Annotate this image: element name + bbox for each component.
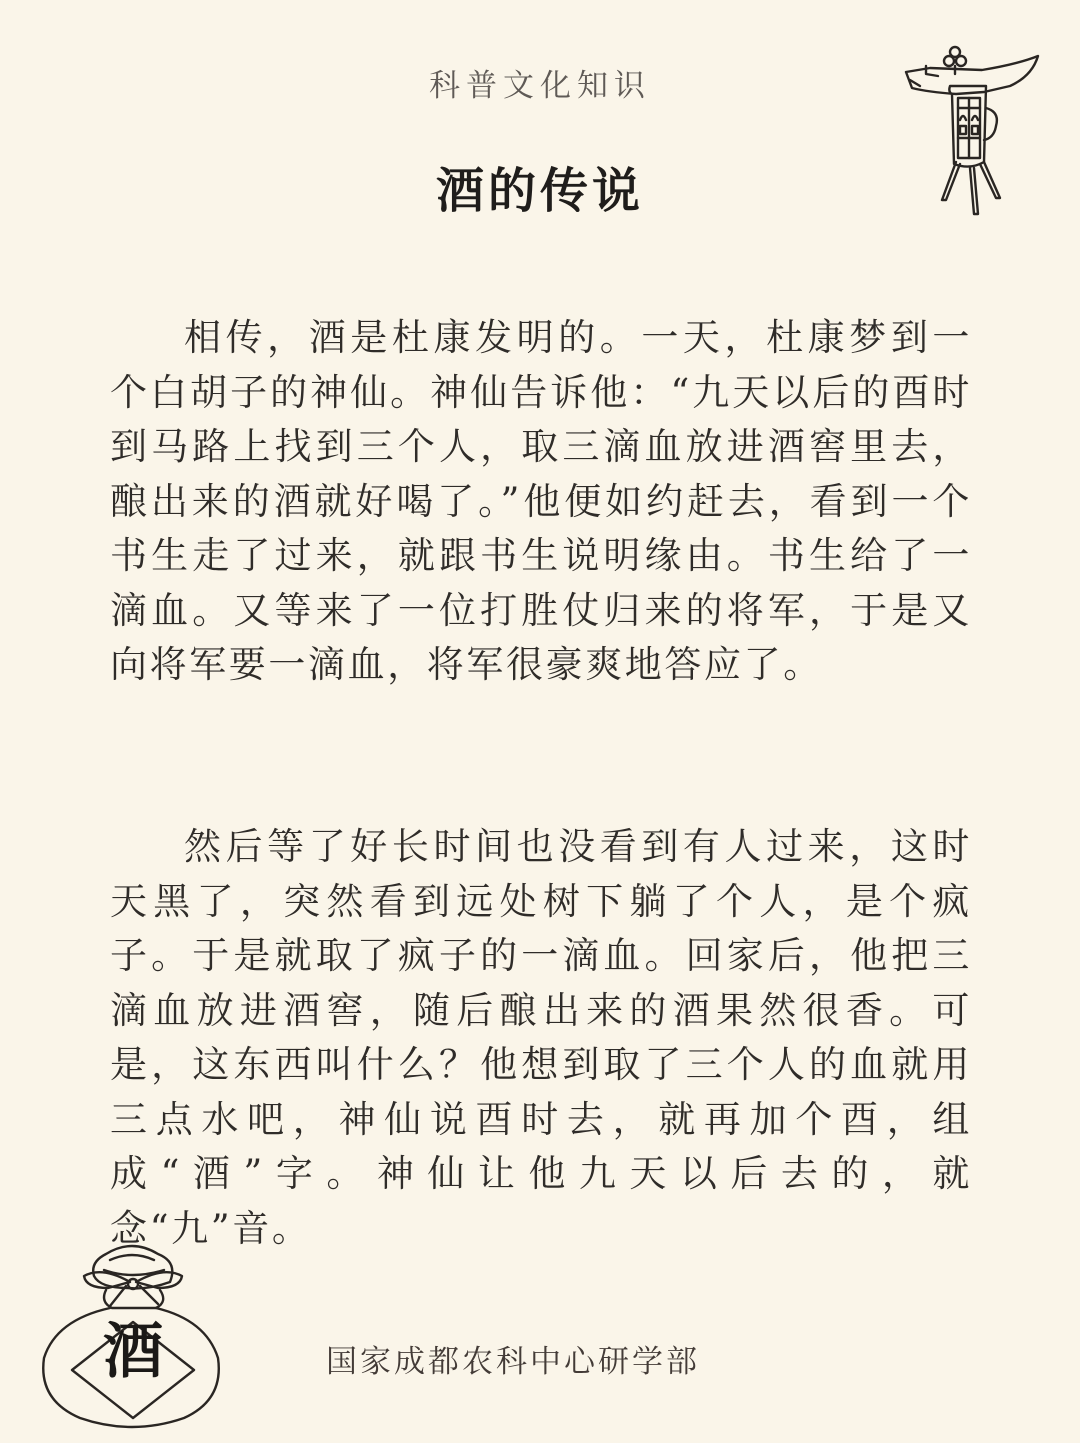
story-paragraph-1: 相传，酒是杜康发明的。一天，杜康梦到一个白胡子的神仙。神仙告诉他：“九天以后的酉时到马路上找到三个人，取三滴血放进酒窖里去，酿出来的酒就好喝了。”他便如约赶去，看到一个书生走了过来，就跟书生说明缘由。书生给了一滴血。又等来了一位打胜仗归来的将军，于是又向将军要一滴血，将军很豪爽地答应了。 — [110, 316, 972, 686]
jar-label-character: 酒 — [103, 1317, 163, 1387]
page-title: 酒的传说 — [435, 163, 644, 219]
story-paragraph-2: 然后等了好长时间也没看到有人过来，这时天黑了，突然看到远处树下躺了个人，是个疯子。于是就取了疯子的一滴血。回家后，他把三滴血放进酒窖，随后酿出来的酒果然很香。可是，这东西叫什么？他想到取了三个人的血就用三点水吧，神仙说酉时去，就再加个酉，组成“酒”字。神仙让他九天以后去的，就念“九”音。 — [110, 825, 972, 1250]
footer-organization: 国家成都农科中心研学部 — [326, 1344, 700, 1380]
page-kicker: 科普文化知识 — [429, 68, 651, 104]
bronze-jue-vessel-icon — [900, 42, 1045, 220]
